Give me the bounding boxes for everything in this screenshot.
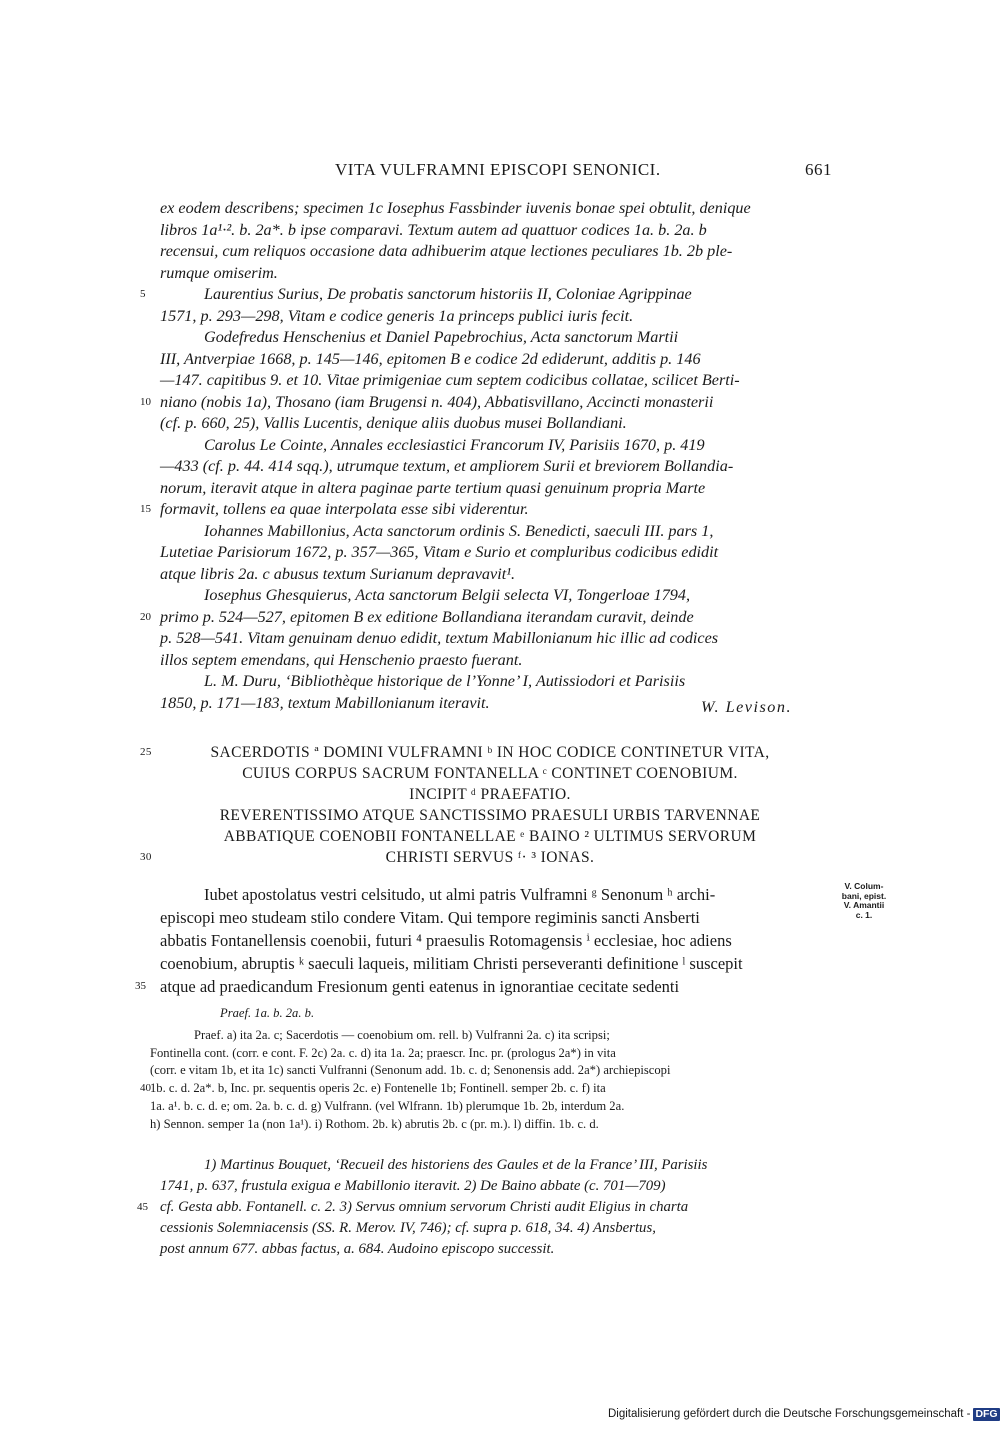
text-line [160,693,832,715]
title-section [140,742,840,868]
apparatus-line [150,1098,832,1116]
main-text [135,883,832,998]
line-text: —147. capitibus 9. et 10. Vitae primigeniae cum septem codicibus collatae, scilicet Berti- [160,371,740,389]
footnote-line [160,1176,832,1197]
footnote-line [160,1218,832,1239]
line-text: illos septem emendans, qui Henschenio praesto fuerant. [160,650,523,669]
margin-note-line: bani, epist. [841,890,887,901]
critical-apparatus [140,1005,832,1134]
line-number: 40 [140,1082,151,1095]
line-number: 35 [135,980,146,992]
text-line [160,542,832,564]
title-line [140,742,840,763]
text-line [160,263,832,285]
text-line [160,241,832,263]
line-text: cessionis Solemniacensis (SS. R. Merov. IV, 746); cf. supra p. 618, 34. 4) Ansbertus, [160,1220,656,1236]
line-text: 1741, p. 637, frustula exigua e Mabillonio iteravit. 2) De Baino abbate (c. 701—709) [160,1178,666,1194]
line-number: 5 [140,288,146,300]
line-text: coenobium, abruptis ᵏ saeculi laqueis, militiam Christi perseveranti definitione ˡ suscepit [160,954,743,973]
text-line [160,306,832,328]
margin-note [833,882,895,920]
page-header [160,160,832,188]
line-text: 1) Martinus Bouquet, ‘Recueil des historiens des Gaules et de la France’ III, Parisiis [204,1157,708,1173]
line-text: III, Antverpiae 1668, p. 145—146, epitomen B e codice 2d ediderunt, additis p. 146 [160,349,701,368]
text-line [160,349,832,371]
text-line [160,198,832,220]
line-text: (corr. e vitam 1b, et ita 1c) sancti Vulfranni (Senonum add. 1b. c. d; Senonensis add. 2a*) archiepiscopi [150,1063,671,1078]
title-line [140,763,840,784]
line-text: CHRISTI SERVUS ᶠ· ³ IONAS. [385,849,595,866]
footnote-line [160,1155,832,1176]
running-title: VITA VULFRAMNI EPISCOPI SENONICI. [335,160,661,179]
text-line [160,478,832,500]
line-text: atque ad praedicandum Fresionum genti eatenus in ignorantiae cecitate sedenti [160,977,680,996]
body-line [135,975,832,998]
title-line [140,805,840,826]
line-text: 1571, p. 293—298, Vitam e codice generis 1a princeps publici iuris fecit. [160,306,634,325]
line-text: niano (nobis 1a), Thosano (iam Brugensi n. 404), Abbatisvillano, Accincti monasterii [160,392,714,411]
text-line [140,284,832,306]
line-number: 30 [140,851,152,863]
line-text: rumque omiserim. [160,263,278,282]
text-line [160,650,832,672]
line-text: REVERENTISSIMO ATQUE SANCTISSIMO PRAESULI URBIS TARVENNAE [219,807,761,824]
text-line [160,521,832,543]
line-text: episcopi meo studeam stilo condere Vitam. Qui tempore regiminis sancti Ansberti [160,908,700,927]
text-line [160,370,832,392]
title-line [140,847,840,868]
apparatus-line [150,1062,832,1080]
text-line [160,628,832,650]
line-text: post annum 677. abbas factus, a. 684. Audoino episcopo successit. [160,1241,555,1257]
line-text: Iohannes Mabillonius, Acta sanctorum ordinis S. Benedicti, saeculi III. pars 1, [204,521,714,540]
text-line [160,220,832,242]
line-text: Carolus Le Cointe, Annales ecclesiastici Francorum IV, Parisiis 1670, p. 419 [204,435,705,454]
line-text: formavit, tollens ea quae interpolata esse sibi viderentur. [160,500,529,518]
margin-note-line: c. 1. [855,909,873,920]
text-line [160,456,832,478]
title-line [140,784,840,805]
text-line [140,499,832,521]
author-signature: W. Levison. [701,697,792,716]
page-number: 661 [805,160,832,179]
apparatus-line [150,1116,832,1134]
apparatus-line [150,1045,832,1063]
footnote-line [137,1197,832,1218]
line-text: —433 (cf. p. 44. 414 sqq.), utrumque textum, et ampliorem Surii et breviorem Bollandia- [160,457,734,475]
line-text: Iosephus Ghesquierus, Acta sanctorum Belgii selecta VI, Tongerloae 1794, [204,586,691,604]
line-text: cf. Gesta abb. Fontanell. c. 2. 3) Servus omnium servorum Christi audit Eligius in charta [160,1199,689,1215]
text-line [160,671,832,693]
apparatus-line [150,1005,832,1023]
line-text: Praef. a) ita 2a. c; Sacerdotis — coenobium om. rell. b) Vulfranni 2a. c) ita scripsi; [194,1027,610,1042]
text-line [160,413,832,435]
line-text: abbatis Fontanellensis coenobii, futuri ⁴ praesulis Rotomagensis ⁱ ecclesiae, hoc adiens [160,931,732,950]
body-line [160,883,832,906]
line-text: 1b. c. d. 2a*. b, Inc. pr. sequentis operis 2c. e) Fontenelle 1b; Fontinell. semper 2b. c. f) ita [150,1081,606,1096]
digitization-footer [608,1408,1000,1421]
text-line [160,327,832,349]
line-text: 1850, p. 171—183, textum Mabillonianum iteravit. [160,693,490,712]
text-line [160,585,832,607]
line-text: CUIUS CORPUS SACRUM FONTANELLA ᶜ CONTINET COENOBIUM. [242,765,738,782]
apparatus-line [150,1027,832,1045]
line-text: Godefredus Henschenius et Daniel Papebrochius, Acta sanctorum Martii [204,328,679,346]
line-text: 1a. a¹. b. c. d. e; om. 2a. b. c. d. g) Vulfrann. (vel Wlfrann. 1b) plerumque 1b. 2b, interdum 2a. [150,1098,625,1113]
line-text: (cf. p. 660, 25), Vallis Lucentis, denique aliis duobus musei Bollandiani. [160,414,627,432]
title-line [140,826,840,847]
line-text: ABBATIQUE COENOBII FONTANELLAE ᵉ BAINO ² ULTIMUS SERVORUM [223,828,757,845]
line-text: Praef. 1a. b. 2a. b. [220,1006,315,1020]
margin-note-line: V. Colum- [844,881,884,891]
body-line [160,952,832,975]
line-text: L. M. Duru, ‘Bibliothèque historique de l’Yonne’ I, Autissiodori et Parisiis [204,672,686,690]
line-text: norum, iteravit atque in altera paginae parte tertium quasi genuinum propria Marte [160,478,706,497]
line-text: recensui, cum reliquos occasione data adhibuerim atque lectiones peculiares 1b. 2b ple- [160,242,733,260]
line-text: p. 528—541. Vitam genuinam denuo edidit, textum Mabillonianum hic illic ad codices [160,629,719,647]
text-line [160,435,832,457]
line-number: 25 [140,746,152,758]
line-number: 20 [140,610,151,623]
line-number: 45 [137,1201,148,1213]
line-text: Iubet apostolatus vestri celsitudo, ut almi patris Vulframni ᵍ Senonum ʰ archi- [204,885,716,904]
introduction-section [140,198,832,716]
text-line [140,392,832,414]
dfg-logo: DFG [975,1408,998,1420]
line-text: atque libris 2a. c abusus textum Surianum depravavit¹. [160,564,516,583]
margin-note-line: V. Amantii [843,900,885,910]
body-line [160,906,832,929]
body-line [160,929,832,952]
line-text: INCIPIT ᵈ PRAEFATIO. [409,786,571,803]
text-line [160,564,832,586]
line-text: Fontinella cont. (corr. e cont. F. 2c) 2a. c. d) ita 1a. 2a; praescr. Inc. pr. (prologus 2a*) in vita [150,1045,616,1060]
footnote-line [160,1239,832,1260]
line-number: 10 [140,395,151,408]
line-text: h) Sennon. semper 1a (non 1a¹). i) Rothom. 2b. k) abrutis 2b. c (pr. m.). l) diffin. 1b. c. d. [150,1116,599,1131]
line-text: ex eodem describens; specimen 1c Iosephus Fassbinder iuvenis bonae spei obtulit, denique [160,199,751,217]
line-text: SACERDOTIS ª DOMINI VULFRAMNI ᵇ IN HOC CODICE CONTINETUR VITA, [210,744,770,761]
footer-text: Digitalisierung gefördert durch die Deutsche Forschungsgemeinschaft - [608,1408,971,1420]
line-text: primo p. 524—527, epitomen B ex editione Bollandiana iterandam curavit, deinde [160,607,694,626]
line-text: Laurentius Surius, De probatis sanctorum historiis II, Coloniae Agrippinae [204,285,692,303]
apparatus-line [140,1080,832,1098]
footnotes [137,1155,832,1260]
line-number: 15 [140,503,151,515]
text-line [140,607,832,629]
line-text: Lutetiae Parisiorum 1672, p. 357—365, Vitam e Surio et compluribus codicibus edidit [160,543,719,561]
line-text: libros 1a¹·². b. 2a*. b ipse comparavi. Textum autem ad quattuor codices 1a. b. 2a. b [160,220,707,239]
